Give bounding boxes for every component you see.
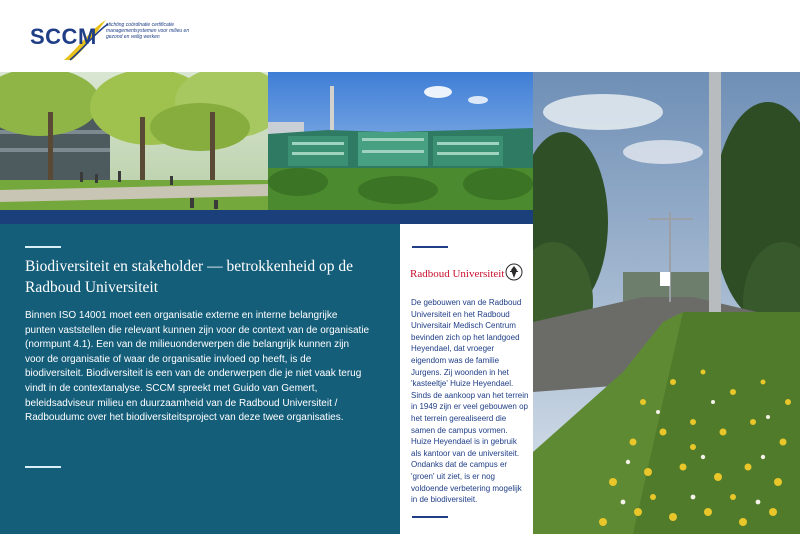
campus-buildings-aerial-photo <box>268 72 533 210</box>
wildflower-roadside-photo <box>533 72 800 534</box>
rule-bottom <box>25 466 61 468</box>
article-title: Biodiversiteit en stakeholder — betrokkenheid op de Radboud Universiteit <box>25 258 353 296</box>
sccm-logo[interactable]: SCCM <box>30 24 97 49</box>
radboud-crest-icon <box>505 262 523 282</box>
radboud-logo[interactable]: Radboud Universiteit <box>410 268 505 280</box>
logo-tagline: stichting coördinatie certificatie managementsystemen voor milieu en gezond en veilig werken <box>106 22 190 40</box>
sidebar-text: De gebouwen van de Radboud Universiteit en het Radboud Universitair Medisch Centrum bevinden zich op het landgoed Heyendael, dat vroeger eigendom was de familie Jurgens. Zij woonden in het 'kasteeltje' Huize Heyendael. Sinds de aankoop van het terrein in 1949 zijn er veel gebouwen op het terrein gerealiseerd die samen de campus vormen. Huize Heyendael is in gebruik als kantoor van de universiteit. Ondanks dat de campus er 'groen' uit ziet, is er nog voldoende verbetering mogelijk in de biodiversiteit. <box>411 298 529 505</box>
campus-lawn-photo <box>0 72 268 210</box>
article-body: Binnen ISO 14001 moet een organisatie externe en interne belangrijke punten vaststellen die relevant kunnen zijn voor de context van de organisatie (normpunt 4.1). Een van de milieuonderwerpen die belangrijk kunnen zijn voor de organisatie of waar de organisatie invloed op heeft, is de biodiversiteit. Biodiversiteit is een van de onderwerpen die je niet vaak terug vindt in de contextanalyse. SCCM spreekt met Guido van Gemert, beleidsadviseur milieu en duurzaamheid van de Radboud Universiteit / Radboudumc over het biodiversiteitsproject van deze twee organisaties. <box>25 310 370 424</box>
rule-top <box>25 246 61 248</box>
sidebar-rule-top <box>412 246 448 248</box>
photo-strip-divider <box>0 210 533 224</box>
sidebar-rule-bottom <box>412 516 448 518</box>
